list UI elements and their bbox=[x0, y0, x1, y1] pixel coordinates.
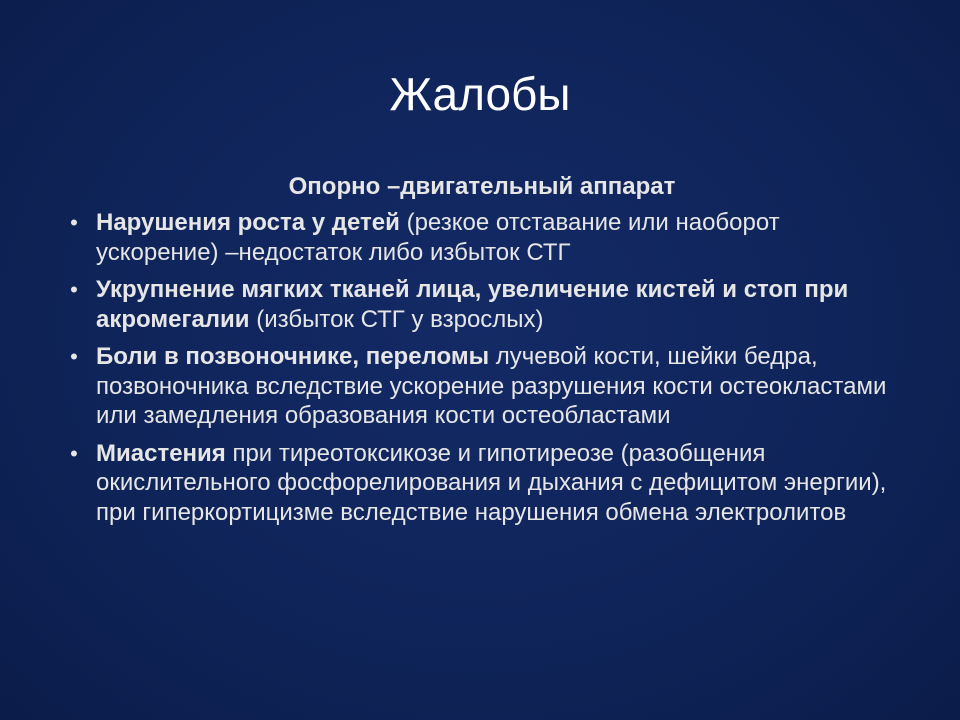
bullet-text: (резкое отставание или наоборот ускорение) –недостаток либо избыток СТГ bbox=[96, 209, 780, 266]
bullet-text: (избыток СТГ у взрослых) bbox=[249, 305, 544, 333]
bullet-text: лучевой кости, шейки бедра, позвоночника вследствие ускорение разрушения кости остеокластами или замедления образования кости остеобластами bbox=[96, 343, 887, 429]
bullet-bold-text: Нарушения роста у детей bbox=[96, 209, 400, 236]
bullet-icon: • bbox=[70, 440, 78, 466]
bullet-item bbox=[64, 342, 900, 431]
bullet-icon: • bbox=[70, 277, 78, 302]
bullet-item bbox=[64, 439, 900, 528]
bullet-item bbox=[64, 208, 900, 267]
slide-title: Жалобы bbox=[389, 68, 571, 120]
bullet-icon: • bbox=[70, 344, 78, 369]
section-subtitle: Опорно –двигательный аппарат bbox=[288, 173, 676, 200]
bullet-bold-text: Миастения bbox=[96, 439, 226, 467]
bullet-list bbox=[64, 208, 900, 527]
bullet-item bbox=[64, 275, 900, 334]
slide-content bbox=[64, 172, 900, 535]
bullet-bold-text: Боли в позвоночнике, переломы bbox=[96, 343, 490, 370]
bullet-bold-text: Укрупнение мягких тканей лица, увеличение кистей и стоп при акромегалии bbox=[96, 276, 849, 333]
bullet-icon: • bbox=[70, 210, 78, 235]
bullet-text: при тиреотоксикозе и гипотиреозе (разобщения окислительного фосфорелирования и дыхания с дефицитом энергии), при гиперкортицизме вследствие нарушения обмена электролитов bbox=[96, 439, 887, 526]
